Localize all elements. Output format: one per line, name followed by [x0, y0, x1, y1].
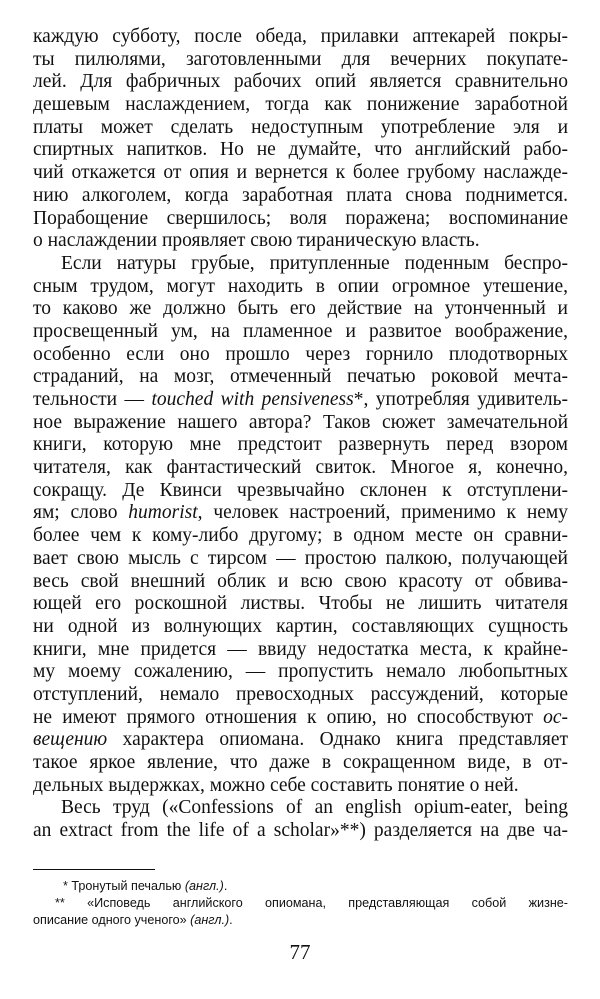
text-segment: страданий, на мозг, отмеченный печатью роковой мечта- [33, 366, 568, 388]
text-segment: дельных выдержках, можно себе составить понятие о ней. [33, 774, 519, 796]
text-line [33, 593, 568, 616]
paragraph-first-line [33, 253, 568, 276]
text-line [33, 525, 568, 548]
text-segment: ** «Исповедь английского опиомана, представляющая собой жизне- [55, 896, 568, 910]
text-segment: описание одного ученого» [33, 913, 191, 927]
text-line [33, 434, 568, 457]
text-line [33, 139, 568, 162]
text-line [33, 366, 568, 389]
text-line [33, 729, 568, 752]
text-segment: лей. Для фабричных рабочих опий является сравнительно [33, 71, 568, 93]
text-line [33, 571, 568, 594]
text-line [33, 230, 568, 253]
paragraph-first-line [33, 797, 568, 820]
text-segment: Порабощение свершилось; воля поражена; воспоминание [33, 207, 568, 229]
text-segment: то каково же должно быть его действие на утонченный и [33, 298, 568, 320]
text-line [33, 389, 568, 412]
text-segment: ющей его роскошной листвы. Чтобы не лишить читателя [33, 593, 568, 615]
text-line [33, 661, 568, 684]
text-line [33, 185, 568, 208]
text-line [33, 684, 568, 707]
italic-text: ос- [543, 706, 568, 728]
text-segment: отступлений, немало превосходных рассуждений, которые [33, 683, 568, 705]
text-line [33, 480, 568, 503]
text-line [33, 616, 568, 639]
text-segment: книги, которую мне предстоит развернуть перед взором [33, 434, 568, 456]
text-segment: му моему сожалению, — пропустить немало любопытных [33, 661, 568, 683]
text-segment: тельности — [33, 389, 152, 410]
text-segment: ты пилюлями, заготовленными для вечерних покупате- [33, 48, 568, 70]
text-line [33, 49, 568, 72]
italic-text: (англ.) [184, 879, 224, 893]
text-line [33, 162, 568, 185]
text-segment: о наслаждении проявляет свою тираническую власть. [33, 230, 480, 252]
text-line [33, 321, 568, 344]
text-segment: *, употребляя удивитель- [353, 389, 569, 410]
text-segment: более чем к кому-либо другому; в одном месте он сравни- [33, 525, 568, 547]
text-segment: читателя, как фантастический свиток. Многое я, конечно, [33, 457, 568, 479]
text-segment: особенно если оно прошло через горнило плодотворных [33, 343, 568, 365]
text-line [33, 548, 568, 571]
text-segment: не имеют прямого отношения к опию, но способствуют [33, 706, 544, 728]
text-line [33, 94, 568, 117]
text-segment: an extract from the life of a scholar»**) разделяется на две ча- [33, 820, 568, 842]
footnote-line [33, 878, 568, 895]
text-segment: каждую субботу, после обеда, прилавки аптекарей покры- [33, 26, 568, 47]
footnote-line [33, 912, 568, 929]
text-segment: ям; слово [33, 502, 129, 524]
text-segment: платы может сделать недоступным употребление эля и [33, 116, 568, 138]
text-segment: . [223, 879, 228, 893]
text-line [33, 502, 568, 525]
text-line [33, 457, 568, 480]
footnote-line [33, 895, 568, 912]
text-line [33, 26, 568, 49]
text-segment: чий откажется от опия и вернется к более грубому наслажде- [33, 162, 568, 184]
text-segment: ни одной из волнующих картин, составляющих сущность [33, 615, 568, 637]
page-number: 77 [289, 940, 311, 964]
text-segment: дешевым наслаждением, тогда как понижение заработной [33, 94, 568, 116]
footnotes [33, 878, 568, 929]
italic-text: вещению [33, 729, 108, 751]
text-line [33, 298, 568, 321]
text-segment: книги, мне придется — ввиду недостатка места, к крайне- [33, 638, 568, 660]
text-segment: Если натуры грубые, притупленные поденным беспро- [61, 252, 568, 274]
text-segment: характера опиомана. Однако книга представляет [107, 729, 568, 751]
text-line [33, 707, 568, 730]
text-segment: , человек настроений, применимо к нему [197, 502, 569, 524]
text-line [33, 820, 568, 843]
text-line [33, 639, 568, 662]
italic-text: (англ.) [190, 913, 230, 927]
text-segment: . [229, 913, 233, 927]
text-segment: ное выражение нашего автора? Таков сюжет замечательной [33, 411, 568, 433]
text-segment: просвещенный ум, на пламенное и развитое воображение, [33, 320, 568, 342]
text-segment: сным трудом, могут находить в опии огромное утешение, [33, 275, 568, 297]
text-line [33, 71, 568, 94]
text-segment: Весь труд («Confessions of an english opium-eater, being [61, 797, 568, 819]
text-segment: сокращу. Де Квинси чрезвычайно склонен к отступлени- [33, 479, 568, 501]
text-segment: * Тронутый печалью [63, 879, 185, 893]
text-line [33, 344, 568, 367]
text-segment: вает свою мысль с тирсом — простою палкою, получающей [33, 547, 568, 569]
text-line [33, 412, 568, 435]
text-segment: спиртных напитков. Но не думайте, что английский рабо- [33, 139, 568, 161]
text-line [33, 775, 568, 798]
text-segment: весь свой внешний облик и всю свою красоту от обвива- [33, 570, 568, 592]
text-line [33, 276, 568, 299]
text-line [33, 752, 568, 775]
text-segment: такое яркое явление, что даже в сокращенном виде, в от- [33, 752, 568, 773]
italic-text: touched with pensiveness [151, 389, 354, 410]
italic-text: humorist [128, 502, 198, 524]
body-text [33, 26, 568, 843]
footnote-rule [33, 869, 155, 870]
text-line [33, 208, 568, 231]
text-segment: нию алкоголем, когда заработная плата снова поднимется. [33, 184, 568, 206]
text-line [33, 117, 568, 140]
